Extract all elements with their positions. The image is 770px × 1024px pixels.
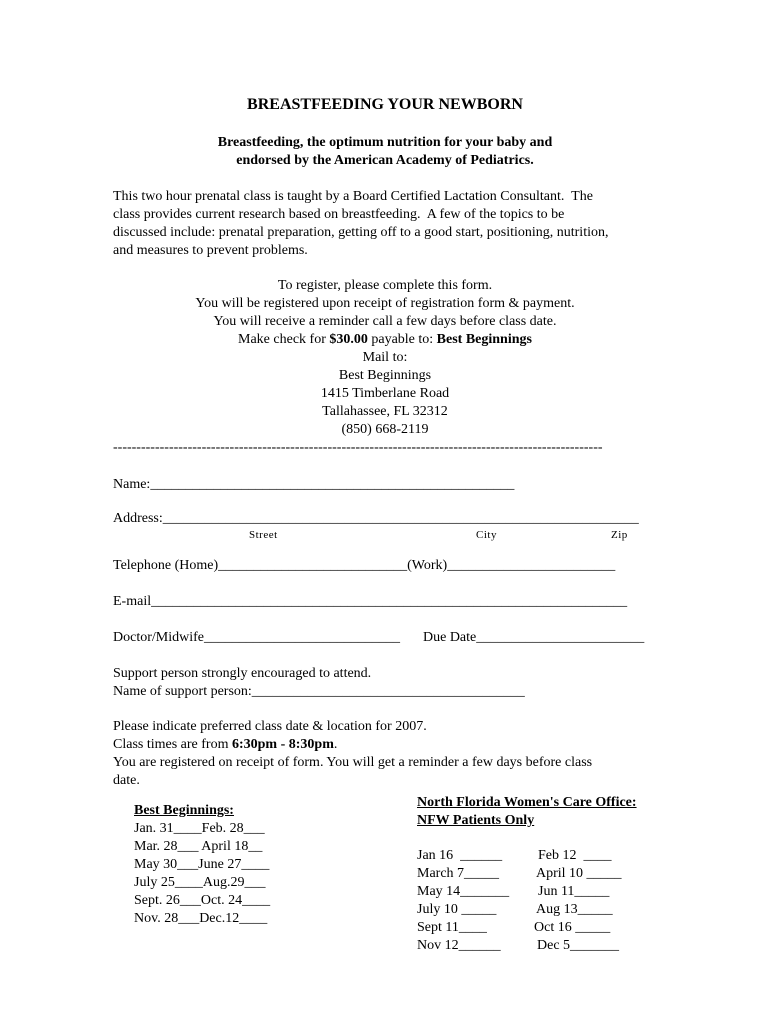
intro-line-1: This two hour prenatal class is taught by a Board Certified Lactation Consultant. The bbox=[113, 189, 593, 204]
email-field[interactable]: E-mail____________________________________________________________________ bbox=[113, 594, 628, 609]
subtitle-line-1: Breastfeeding, the optimum nutrition for your baby and bbox=[217, 135, 553, 150]
address-field[interactable]: Address:____________________________________________________________________ bbox=[113, 511, 639, 526]
nfw-date-left[interactable]: May 14_______ bbox=[417, 884, 510, 899]
check-prefix: Make check for bbox=[238, 332, 330, 347]
address-street: 1415 Timberlane Road bbox=[320, 386, 450, 401]
nfw-date-right[interactable]: April 10 _____ bbox=[536, 866, 622, 881]
support-person-field[interactable]: Name of support person:_______________________________________ bbox=[113, 684, 525, 699]
bb-date-row[interactable]: Sept. 26___Oct. 24____ bbox=[134, 893, 271, 908]
nfw-date-left[interactable]: March 7_____ bbox=[417, 866, 500, 881]
best-beginnings-heading: Best Beginnings: bbox=[134, 803, 234, 818]
mail-to-label: Mail to: bbox=[362, 350, 408, 365]
nfw-date-right[interactable]: Oct 16 _____ bbox=[534, 920, 611, 935]
bb-date-row[interactable]: Nov. 28___Dec.12____ bbox=[134, 911, 268, 926]
nfw-date-left[interactable]: July 10 _____ bbox=[417, 902, 497, 917]
doctor-field[interactable]: Doctor/Midwife____________________________ bbox=[113, 630, 400, 645]
intro-line-4: and measures to prevent problems. bbox=[113, 243, 308, 258]
nfw-date-left[interactable]: Sept 11____ bbox=[417, 920, 487, 935]
name-field[interactable]: Name:____________________________________________________ bbox=[113, 477, 515, 492]
bb-date-row[interactable]: May 30___June 27____ bbox=[134, 857, 270, 872]
check-payee: Best Beginnings bbox=[436, 332, 532, 347]
page-title: BREASTFEEDING YOUR NEWBORN bbox=[247, 96, 523, 113]
support-note: Support person strongly encouraged to attend. bbox=[113, 666, 372, 681]
nfw-date-right[interactable]: Feb 12 ____ bbox=[538, 848, 612, 863]
check-amount: $30.00 bbox=[329, 332, 368, 347]
times-prefix: Class times are from bbox=[113, 737, 232, 752]
nfw-heading-1: North Florida Women's Care Office: bbox=[417, 795, 637, 810]
class-times bbox=[113, 737, 337, 753]
nfw-date-right[interactable]: Dec 5_______ bbox=[537, 938, 620, 953]
nfw-date-left[interactable]: Jan 16 ______ bbox=[417, 848, 503, 863]
nfw-date-right[interactable]: Jun 11_____ bbox=[538, 884, 610, 899]
bb-date-row[interactable]: July 25____Aug.29___ bbox=[134, 875, 266, 890]
schedule-intro: Please indicate preferred class date & location for 2007. bbox=[113, 719, 427, 734]
address-phone: (850) 668-2119 bbox=[341, 422, 429, 437]
nfw-heading-2: NFW Patients Only bbox=[417, 813, 535, 828]
check-instructions bbox=[0, 332, 770, 348]
due-date-field[interactable]: Due Date________________________ bbox=[423, 630, 645, 645]
schedule-note-2: date. bbox=[113, 773, 140, 788]
register-line-2: You will be registered upon receipt of registration form & payment. bbox=[195, 296, 575, 311]
bb-date-row[interactable]: Jan. 31____Feb. 28___ bbox=[134, 821, 265, 836]
address-name: Best Beginnings bbox=[338, 368, 432, 383]
intro-line-2: class provides current research based on breastfeeding. A few of the topics to be bbox=[113, 207, 565, 222]
schedule-note-1: You are registered on receipt of form. You will get a reminder a few days before class bbox=[113, 755, 593, 770]
telephone-field[interactable]: Telephone (Home)___________________________(Work)________________________ bbox=[113, 558, 616, 573]
zip-caption: Zip bbox=[611, 529, 628, 541]
check-middle: payable to: bbox=[367, 332, 437, 347]
register-line-3: You will receive a reminder call a few days before class date. bbox=[213, 314, 557, 329]
bb-date-row[interactable]: Mar. 28___ April 18__ bbox=[134, 839, 263, 854]
nfw-date-right[interactable]: Aug 13_____ bbox=[536, 902, 613, 917]
subtitle-line-2: endorsed by the American Academy of Pediatrics. bbox=[236, 153, 534, 168]
divider-line: --------------------------------------------------------------------------------------------------------- bbox=[113, 440, 603, 455]
address-city: Tallahassee, FL 32312 bbox=[322, 404, 448, 419]
times-suffix: . bbox=[333, 737, 338, 752]
nfw-date-left[interactable]: Nov 12______ bbox=[417, 938, 501, 953]
street-caption: Street bbox=[249, 529, 278, 541]
times-value: 6:30pm - 8:30pm bbox=[231, 737, 334, 752]
intro-line-3: discussed include: prenatal preparation, getting off to a good start, positioning, nutrition, bbox=[113, 225, 609, 240]
city-caption: City bbox=[476, 529, 497, 541]
register-line-1: To register, please complete this form. bbox=[277, 278, 493, 293]
